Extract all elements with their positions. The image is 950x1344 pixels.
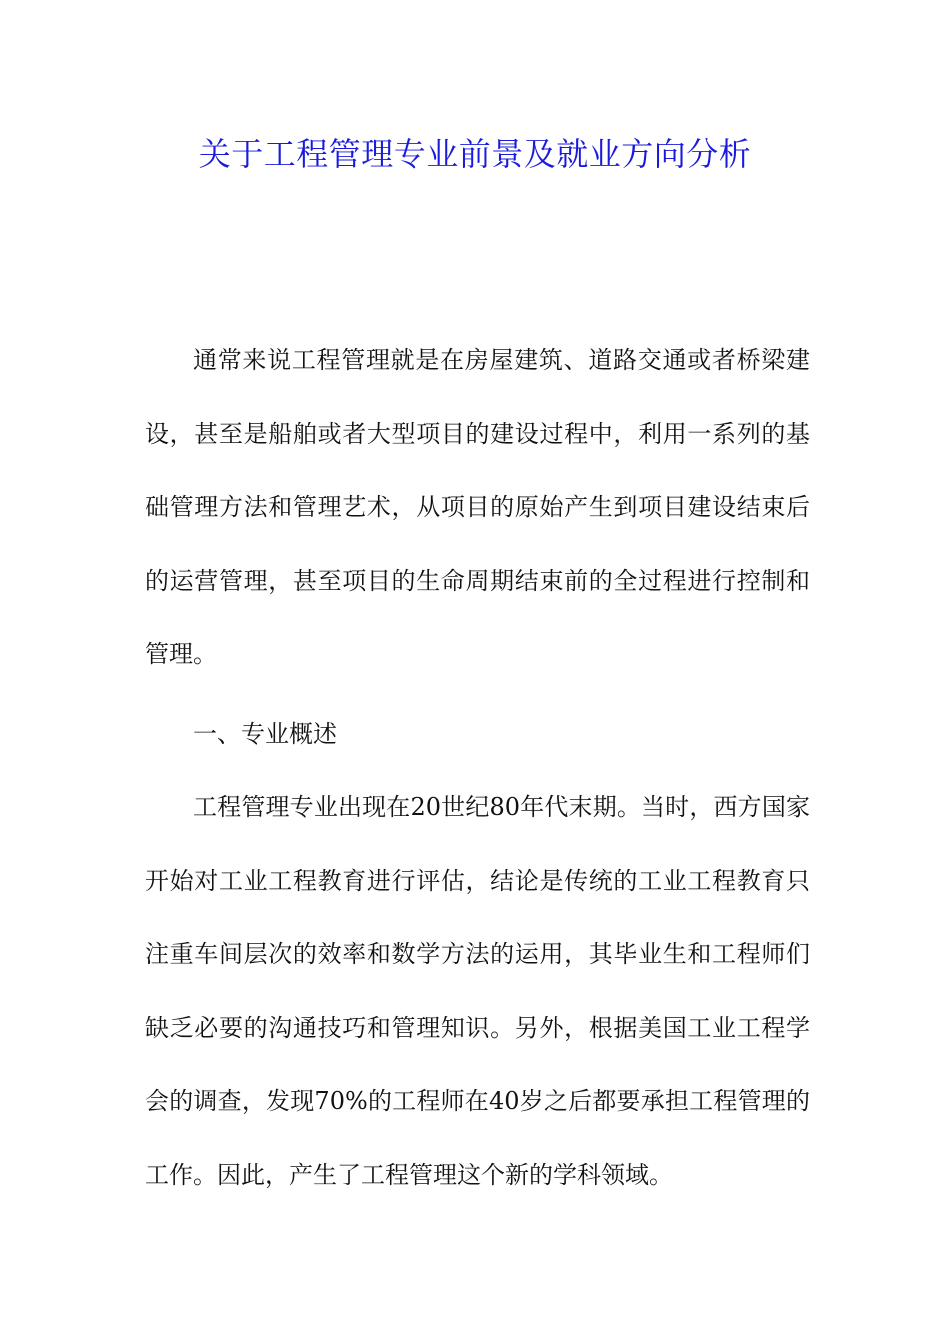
document-title: 关于工程管理专业前景及就业方向分析 xyxy=(198,135,752,173)
overview-paragraph: 工程管理专业出现在20世纪80年代末期。当时，西方国家开始对工业工程教育进行评估，结论是传统的工业工程教育只注重车间层次的效率和数学方法的运用，其毕业生和工程师们缺乏必要的沟通技巧和管理知识。另外，根据美国工业工程学会的调查，发现70%的工程师在40岁之后都要承担工程管理的工作。因此，产生了工程管理这个新的学科领域。 xyxy=(145,793,810,1189)
intro-paragraph: 通常来说工程管理就是在房屋建筑、道路交通或者桥梁建设，甚至是船舶或者大型项目的建设过程中，利用一系列的基础管理方法和管理艺术，从项目的原始产生到项目建设结束后的运营管理，甚至项目的生命周期结束前的全过程进行控制和管理。 xyxy=(145,346,810,668)
paragraph-block xyxy=(145,771,810,1212)
paragraph-block xyxy=(145,324,810,692)
section-heading-block xyxy=(145,698,810,772)
section-heading: 一、专业概述 xyxy=(193,720,337,748)
